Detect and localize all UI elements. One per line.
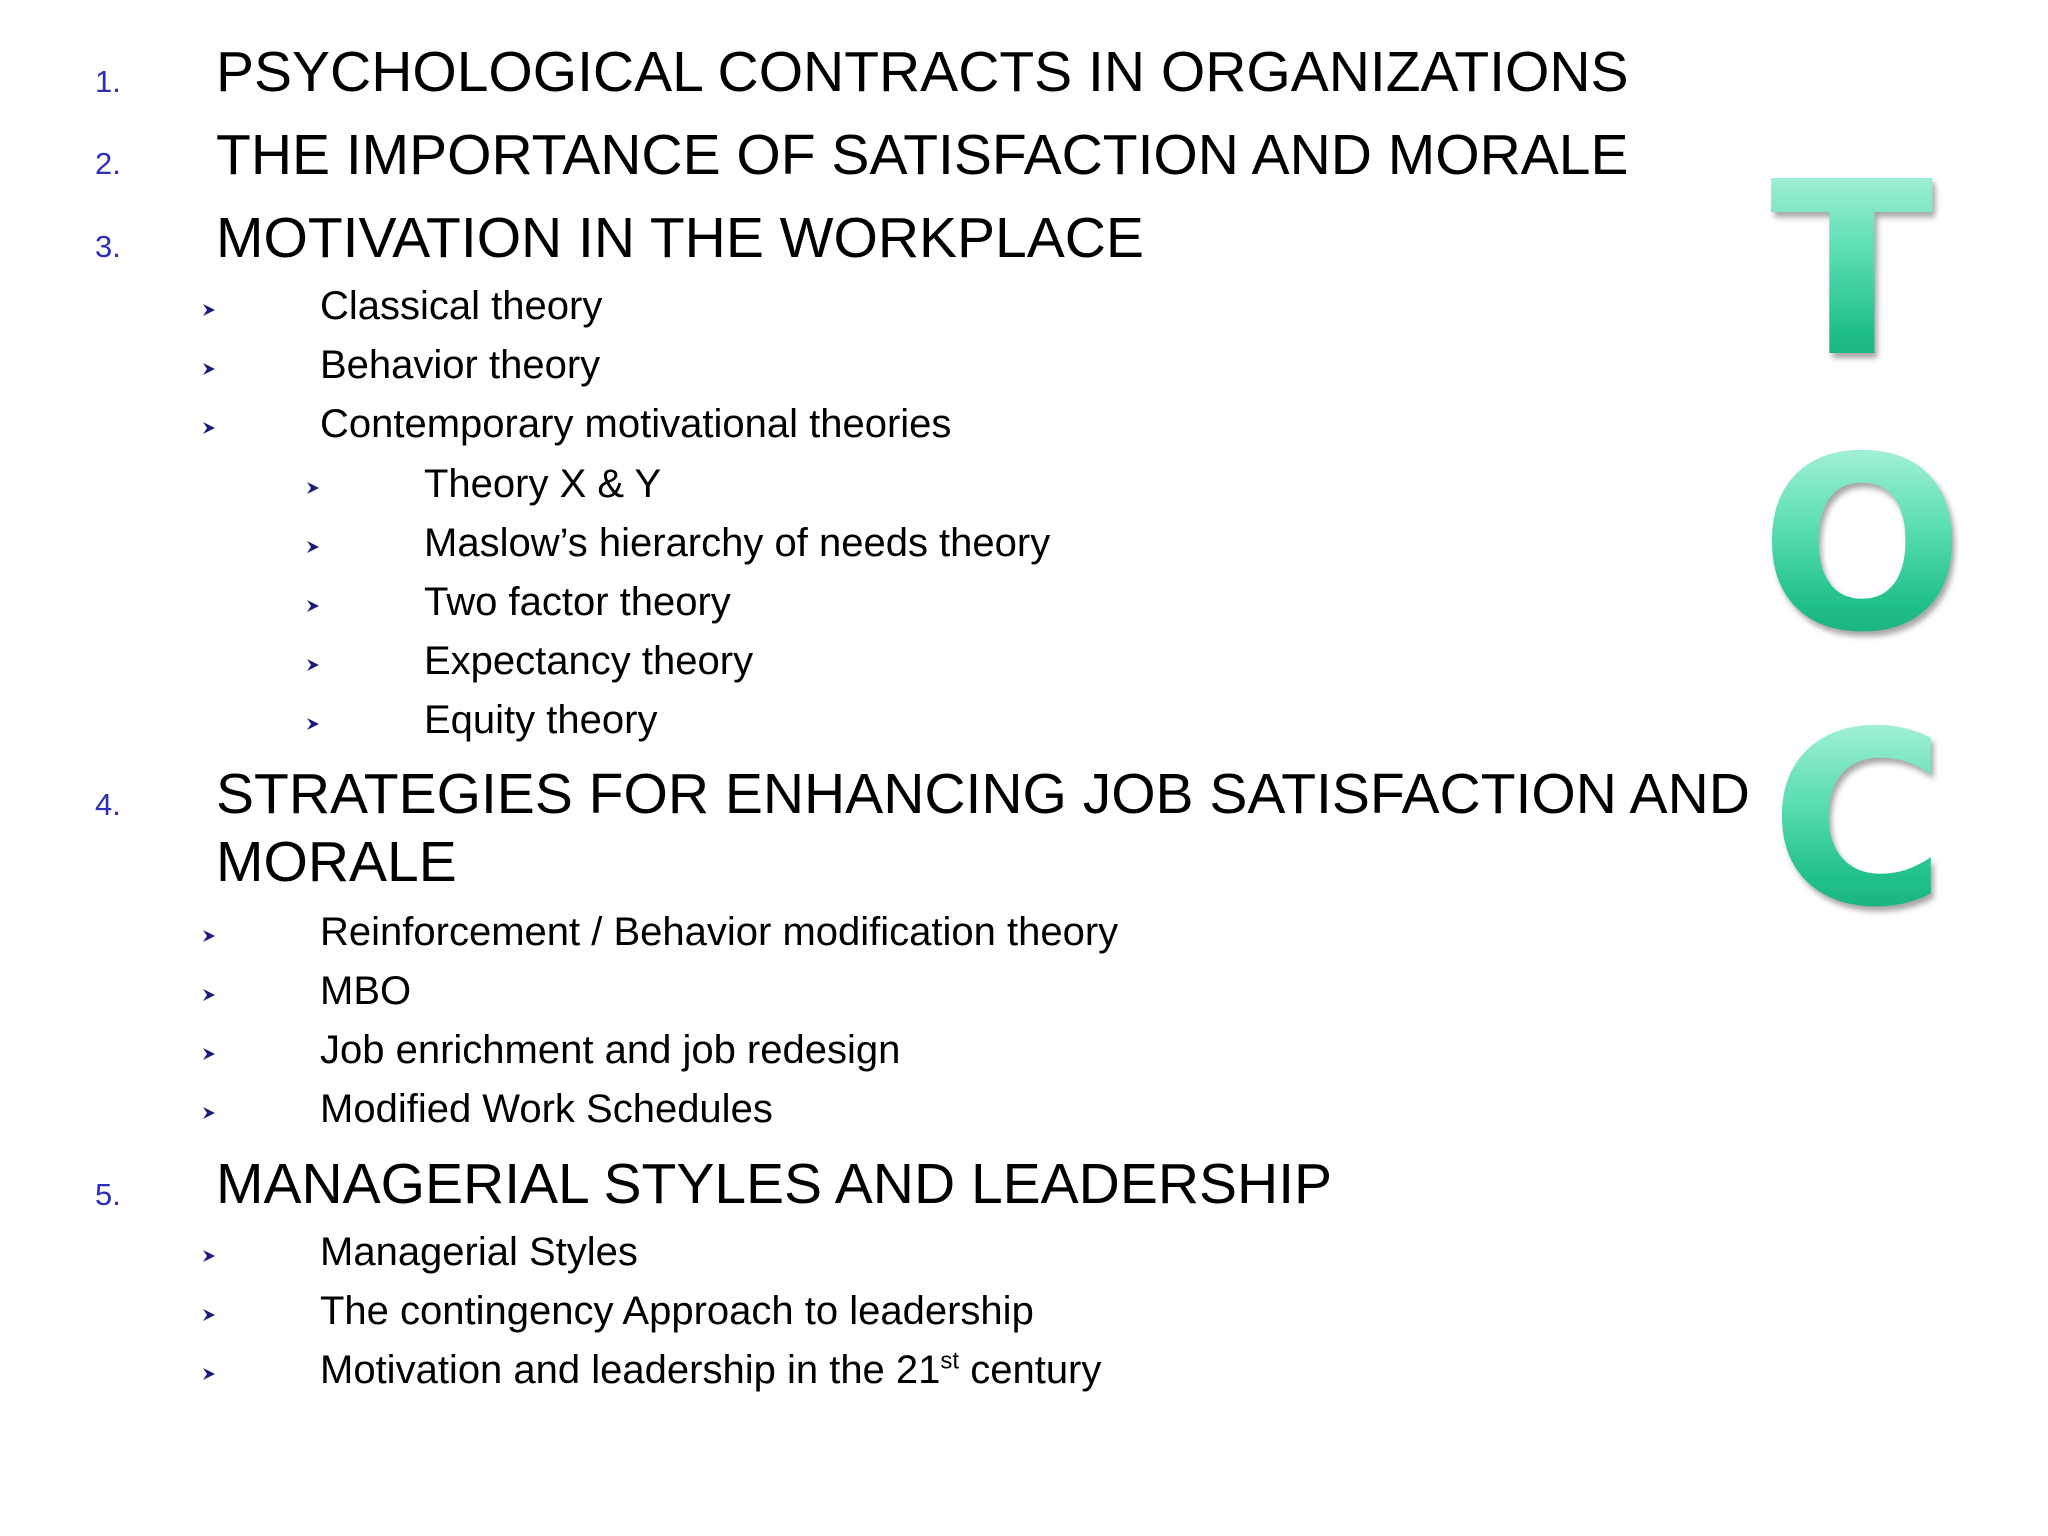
sub-list-item: Expectancy theory — [424, 639, 754, 683]
arrow-bullet-icon — [201, 1307, 217, 1323]
arrow-bullet-icon — [201, 1105, 217, 1121]
list-item-text-end: century — [959, 1348, 1102, 1392]
toc-letter-t: T — [1770, 130, 1934, 410]
sub-list-item: Equity theory — [424, 698, 658, 742]
arrow-bullet-icon — [305, 716, 321, 732]
arrow-bullet-icon — [201, 420, 217, 436]
list-item: Contemporary motivational theories — [320, 402, 952, 446]
list-item: Job enrichment and job redesign — [320, 1028, 901, 1072]
arrow-bullet-icon — [201, 361, 217, 377]
section-title: MOTIVATION IN THE WORKPLACE — [216, 206, 1144, 270]
arrow-bullet-icon — [201, 1248, 217, 1264]
section-number: 1. — [95, 64, 121, 99]
arrow-bullet-icon — [201, 1046, 217, 1062]
arrow-bullet-icon — [305, 539, 321, 555]
section-title: THE IMPORTANCE OF SATISFACTION AND MORALE — [216, 123, 1629, 187]
section-title: PSYCHOLOGICAL CONTRACTS IN ORGANIZATIONS — [216, 40, 1629, 104]
toc-letter-c: C — [1770, 680, 1947, 960]
arrow-bullet-icon — [201, 1366, 217, 1382]
list-item: Modified Work Schedules — [320, 1087, 773, 1131]
superscript: st — [940, 1347, 960, 1375]
arrow-bullet-icon — [201, 928, 217, 944]
list-item-text: Motivation and leadership in the 21 — [320, 1348, 941, 1392]
sub-list-item: Theory X & Y — [424, 462, 662, 506]
sub-list-item: Maslow’s hierarchy of needs theory — [424, 521, 1051, 565]
arrow-bullet-icon — [201, 302, 217, 318]
list-item: Reinforcement / Behavior modification theory — [320, 910, 1119, 954]
list-item: MBO — [320, 969, 412, 1013]
section-title-line-2: MORALE — [216, 830, 457, 894]
section-number: 3. — [95, 229, 121, 264]
arrow-bullet-icon — [305, 657, 321, 673]
arrow-bullet-icon — [201, 987, 217, 1003]
list-item: Behavior theory — [320, 343, 601, 387]
section-title: MANAGERIAL STYLES AND LEADERSHIP — [216, 1152, 1333, 1216]
list-item: Managerial Styles — [320, 1230, 638, 1274]
list-item — [320, 1346, 1101, 1394]
section-number: 2. — [95, 146, 121, 181]
sub-list-item: Two factor theory — [424, 580, 731, 624]
arrow-bullet-icon — [305, 480, 321, 496]
toc-letter-o: O — [1760, 405, 1965, 685]
section-number: 5. — [95, 1177, 121, 1212]
list-item: The contingency Approach to leadership — [320, 1289, 1034, 1333]
list-item: Classical theory — [320, 284, 603, 328]
section-number: 4. — [95, 787, 121, 822]
section-title-line-1: STRATEGIES FOR ENHANCING JOB SATISFACTION AND — [216, 762, 1750, 826]
arrow-bullet-icon — [305, 598, 321, 614]
